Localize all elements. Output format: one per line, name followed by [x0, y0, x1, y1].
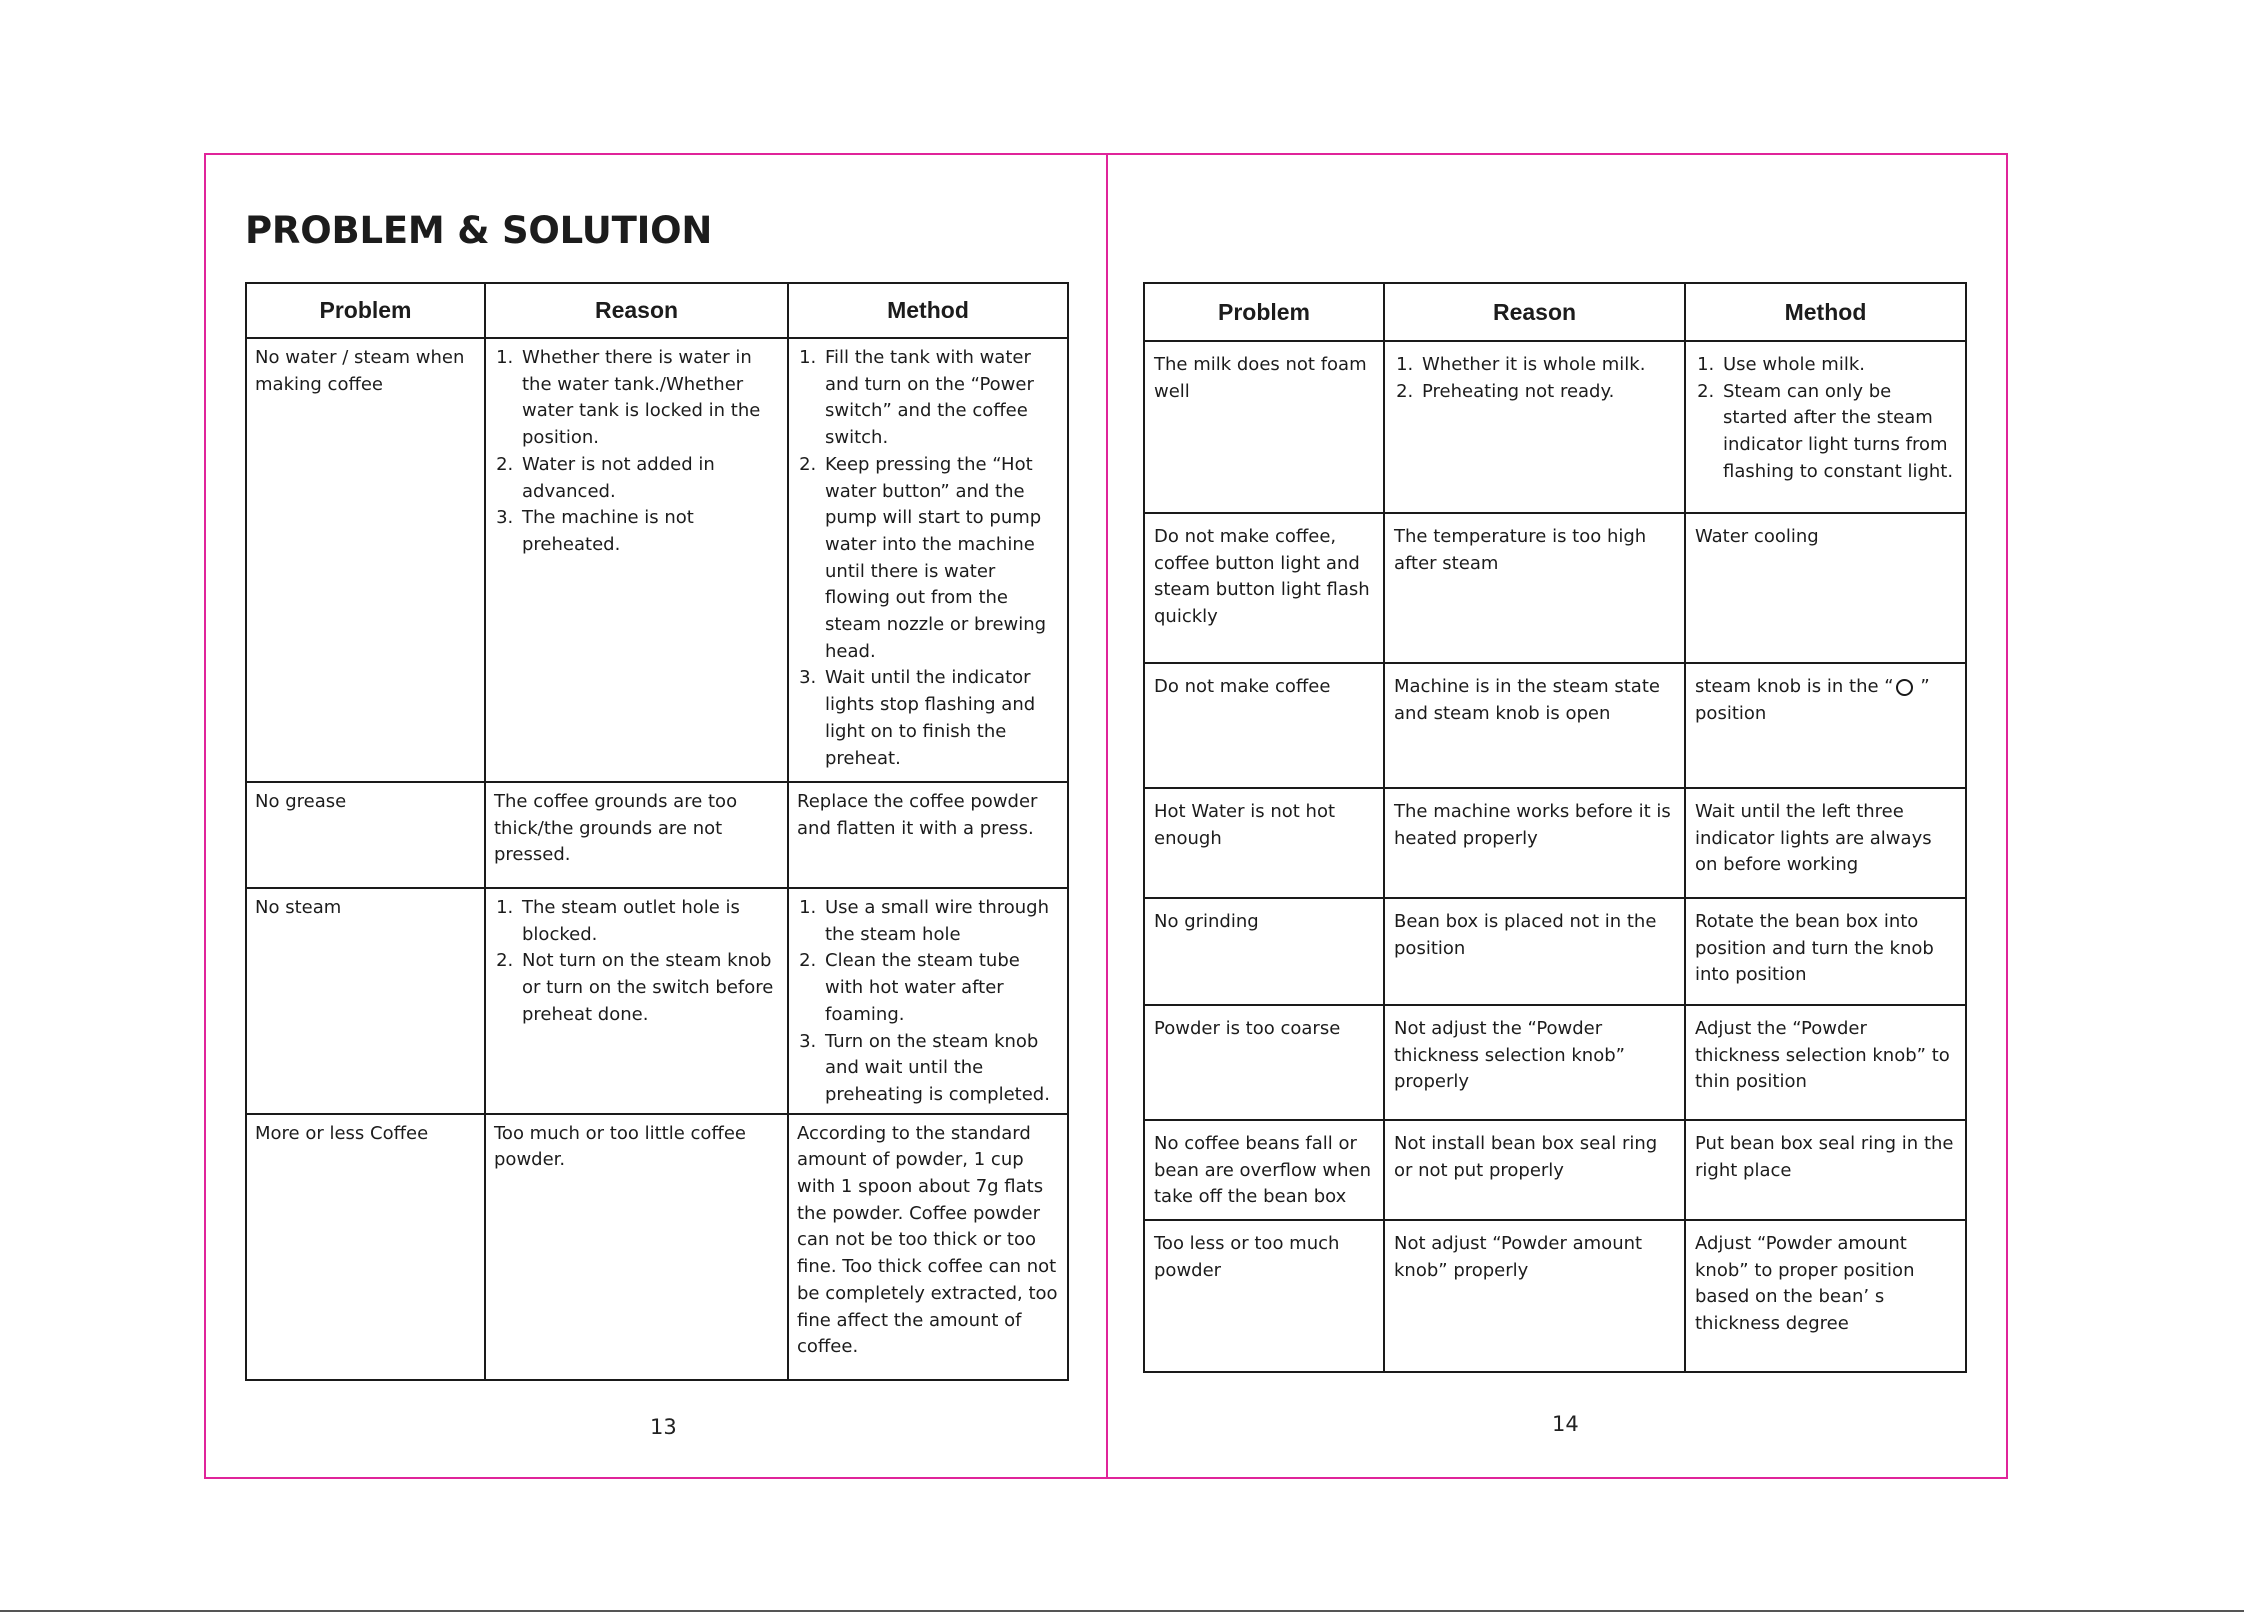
column-header-method: Method	[1685, 283, 1966, 341]
list-item: 1. Whether it is whole milk.	[1419, 352, 1676, 379]
list-item: 2. Keep pressing the “Hot water button” and the pump will start to pump water into the machine until there is water flowing out from the steam nozzle or brewing head.	[822, 452, 1060, 666]
list-item: 1. Fill the tank with water and turn on the “Power switch” and the coffee switch.	[822, 345, 1060, 452]
method-cell: Adjust “Powder amount knob” to proper position based on the bean’ s thickness degree	[1685, 1220, 1966, 1372]
reason-cell: Bean box is placed not in the position	[1384, 898, 1685, 1005]
list-item: 3. The machine is not preheated.	[519, 505, 780, 558]
method-cell: Put bean box seal ring in the right place	[1685, 1120, 1966, 1220]
reason-cell	[1384, 341, 1685, 513]
list-item: 2. Clean the steam tube with hot water after foaming.	[822, 948, 1060, 1028]
table-row	[1144, 1005, 1966, 1120]
table-row	[1144, 898, 1966, 1005]
method-cell: Replace the coffee powder and flatten it with a press.	[788, 782, 1068, 888]
table-row	[1144, 1120, 1966, 1220]
method-cell	[788, 338, 1068, 782]
reason-cell: The coffee grounds are too thick/the grounds are not pressed.	[485, 782, 788, 888]
table-header-row	[246, 283, 1068, 338]
problem-cell: No grease	[246, 782, 485, 888]
list-item: 2. Steam can only be started after the steam indicator light turns from flashing to constant light.	[1720, 379, 1957, 486]
reason-cell: The temperature is too high after steam	[1384, 513, 1685, 663]
method-list	[797, 345, 1060, 772]
reason-cell: Not install bean box seal ring or not put properly	[1384, 1120, 1685, 1220]
column-header-problem: Problem	[1144, 283, 1384, 341]
reason-cell	[485, 888, 788, 1114]
list-item: 2. Preheating not ready.	[1419, 379, 1676, 406]
table-row	[246, 782, 1068, 888]
method-text-before: steam knob is in the “	[1695, 676, 1894, 697]
reason-cell: Not adjust “Powder amount knob” properly	[1384, 1220, 1685, 1372]
column-header-problem: Problem	[246, 283, 485, 338]
reason-cell	[485, 338, 788, 782]
table-row	[1144, 663, 1966, 788]
table-row	[246, 888, 1068, 1114]
circle-off-position-icon	[1896, 679, 1913, 696]
problem-cell: More or less Coffee	[246, 1114, 485, 1380]
method-cell: Rotate the bean box into position and turn the knob into position	[1685, 898, 1966, 1005]
bottom-divider	[0, 1610, 2244, 1612]
reason-list	[494, 345, 780, 559]
reason-cell: Too much or too little coffee powder.	[485, 1114, 788, 1380]
problem-cell: Do not make coffee, coffee button light and steam button light flash quickly	[1144, 513, 1384, 663]
page-title: PROBLEM & SOLUTION	[245, 209, 713, 252]
method-cell: Water cooling	[1685, 513, 1966, 663]
method-list	[1695, 352, 1957, 486]
list-item: 2. Water is not added in advanced.	[519, 452, 780, 505]
method-list	[797, 895, 1060, 1109]
table-row	[1144, 1220, 1966, 1372]
table-header-row	[1144, 283, 1966, 341]
problem-cell: Do not make coffee	[1144, 663, 1384, 788]
page-number-right: 14	[1552, 1412, 1579, 1436]
column-header-method: Method	[788, 283, 1068, 338]
troubleshooting-table-right	[1143, 282, 1967, 1373]
table-row	[1144, 788, 1966, 898]
reason-list	[1394, 352, 1676, 405]
method-cell	[788, 888, 1068, 1114]
list-item: 1. Use a small wire through the steam hole	[822, 895, 1060, 948]
problem-cell: No coffee beans fall or bean are overflow when take off the bean box	[1144, 1120, 1384, 1220]
list-item: 3. Wait until the indicator lights stop flashing and light on to finish the preheat.	[822, 665, 1060, 772]
table-row	[1144, 513, 1966, 663]
list-item: 3. Turn on the steam knob and wait until the preheating is completed.	[822, 1029, 1060, 1109]
method-cell: Wait until the left three indicator lights are always on before working	[1685, 788, 1966, 898]
table-row	[246, 338, 1068, 782]
problem-cell: Hot Water is not hot enough	[1144, 788, 1384, 898]
troubleshooting-table-left	[245, 282, 1069, 1381]
method-cell: Adjust the “Powder thickness selection knob” to thin position	[1685, 1005, 1966, 1120]
problem-cell: The milk does not foam well	[1144, 341, 1384, 513]
method-cell: According to the standard amount of powder, 1 cup with 1 spoon about 7g flats the powder. Coffee powder can not be too thick or too fine. Too thick coffee can not be completely extracted, too fine affect the amount of coffee.	[788, 1114, 1068, 1380]
reason-cell: The machine works before it is heated properly	[1384, 788, 1685, 898]
problem-cell: Powder is too coarse	[1144, 1005, 1384, 1120]
method-text-after: ” position	[1695, 676, 1930, 724]
method-cell	[1685, 663, 1966, 788]
column-header-reason: Reason	[1384, 283, 1685, 341]
list-item: 2. Not turn on the steam knob or turn on the switch before preheat done.	[519, 948, 780, 1028]
reason-list	[494, 895, 780, 1029]
column-header-reason: Reason	[485, 283, 788, 338]
list-item: 1. Use whole milk.	[1720, 352, 1957, 379]
page-number-left: 13	[650, 1415, 677, 1439]
problem-cell: No water / steam when making coffee	[246, 338, 485, 782]
problem-cell: No steam	[246, 888, 485, 1114]
list-item: 1. Whether there is water in the water tank./Whether water tank is locked in the position.	[519, 345, 780, 452]
method-cell	[1685, 341, 1966, 513]
table-row	[1144, 341, 1966, 513]
reason-cell: Machine is in the steam state and steam knob is open	[1384, 663, 1685, 788]
list-item: 1. The steam outlet hole is blocked.	[519, 895, 780, 948]
problem-cell: No grinding	[1144, 898, 1384, 1005]
problem-cell: Too less or too much powder	[1144, 1220, 1384, 1372]
reason-cell: Not adjust the “Powder thickness selection knob” properly	[1384, 1005, 1685, 1120]
table-row	[246, 1114, 1068, 1380]
